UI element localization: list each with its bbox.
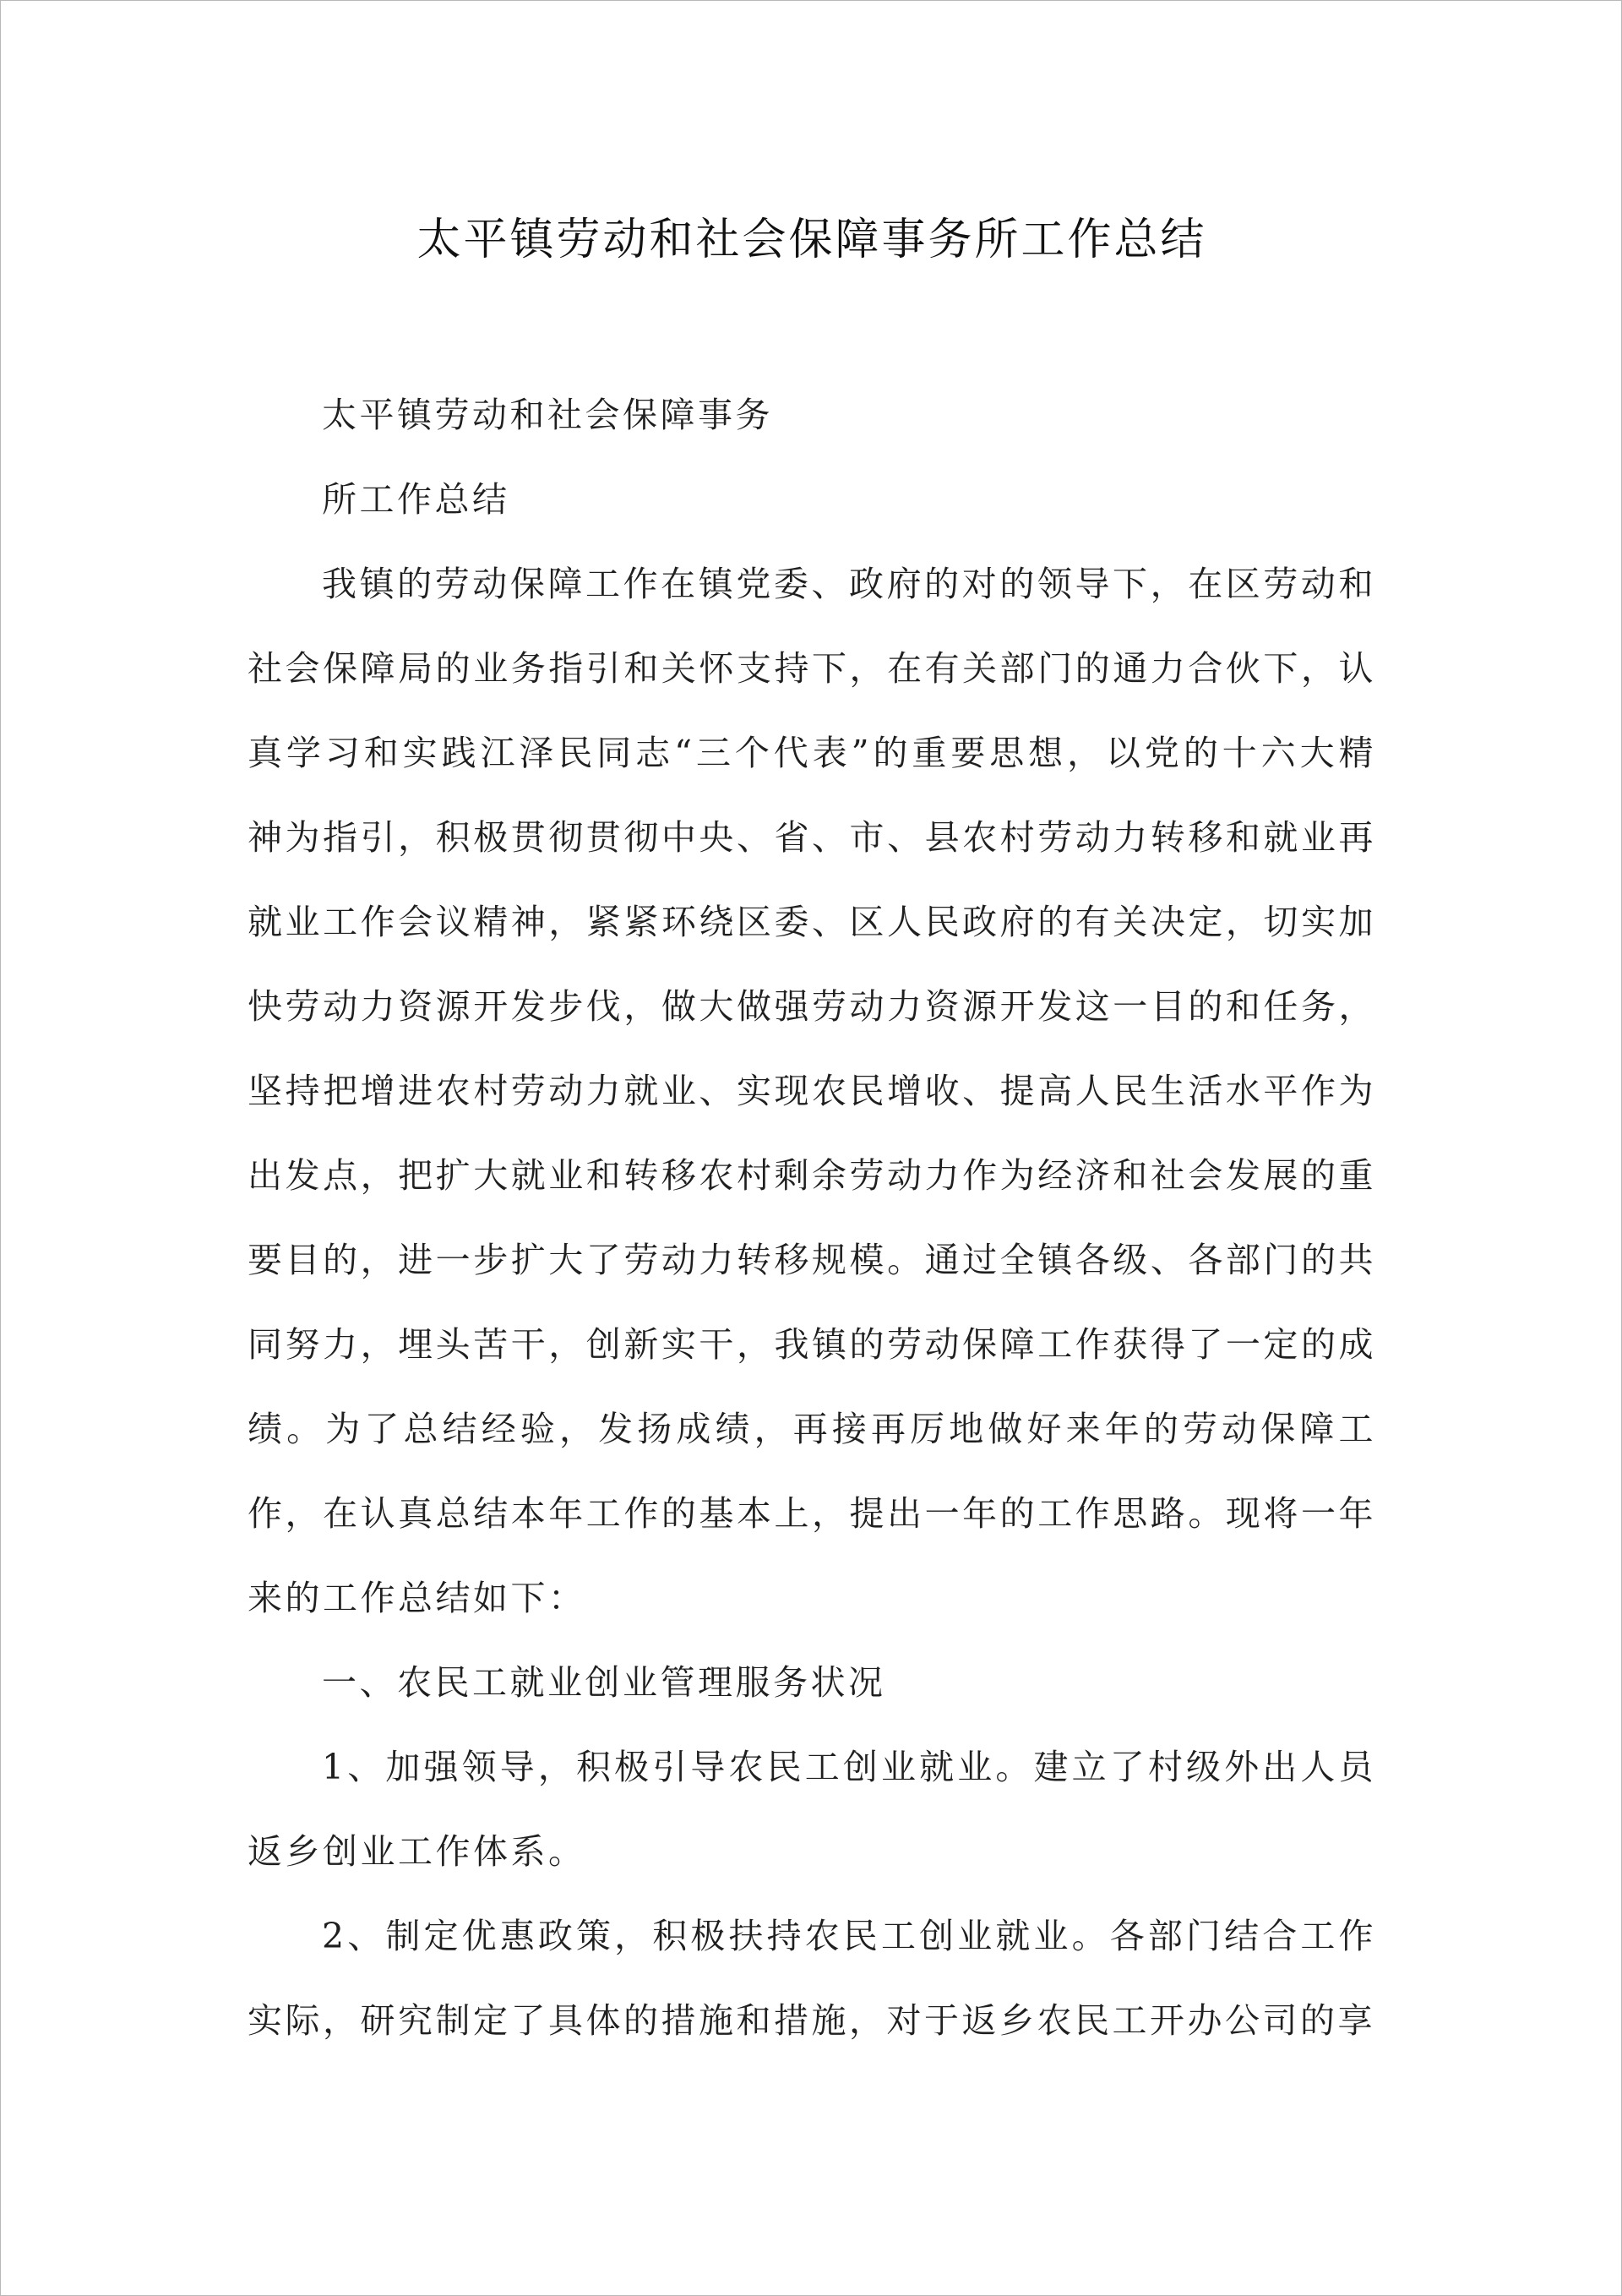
paragraph-heading-line-1: 太平镇劳动和社会保障事务 — [322, 395, 773, 435]
section-heading-1: 一、农民工就业创业管理服务状况 — [322, 1662, 886, 1703]
paragraph-heading-line-2: 所工作总结 — [322, 479, 510, 520]
document-body — [248, 373, 1376, 2063]
document-title: 太平镇劳动和社会保障事务所工作总结 — [416, 215, 1207, 265]
paragraph-intro: 我镇的劳动保障工作在镇党委、政府的对的领导下，在区劳动和社会保障局的业务指引和关怀支持下，在有关部门的通力合伙下，认真学习和实践江泽民同志“三个代表”的重要思想，以党的十六大精神为指引，积极贯彻贯彻中央、省、市、县农村劳动力转移和就业再就业工作会议精神，紧紧环绕区委、区人民政府的有关决定，切实加快劳动力资源开发步伐，做大做强劳动力资源开发这一目的和任务，坚持把增进农村劳动力就业、实现农民增收、提高人民生活水平作为出发点，把扩大就业和转移农村剩余劳动力作为经济和社会发展的重要目的，进一步扩大了劳动力转移规模。通过全镇各级、各部门的共同努力，埋头苦干，创新实干，我镇的劳动保障工作获得了一定的成绩。为了总结经验，发扬成绩，再接再厉地做好来年的劳动保障工作，在认真总结本年工作的基本上，提出一年的工作思路。现将一年来的工作总结如下： — [248, 564, 1376, 1618]
paragraph-item-1: 1、加强领导，积极引导农民工创业就业。建立了村级外出人员返乡创业工作体系。 — [248, 1747, 1376, 1872]
paragraph-item-2: 2、制定优惠政策，积极扶持农民工创业就业。各部门结合工作实际，研究制定了具体的措施和措施，对于返乡农民工开办公司的享 — [248, 1916, 1376, 2041]
